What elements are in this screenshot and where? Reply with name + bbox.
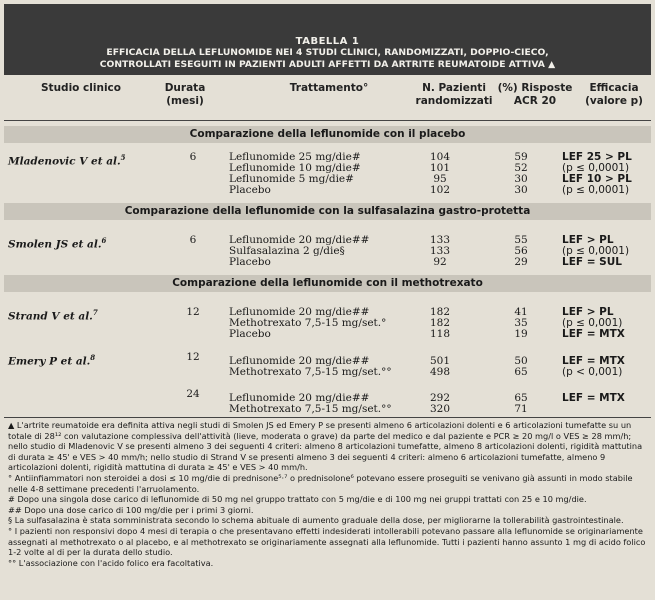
study-mladenovic: Mladenovic V et al.$^5$ [8, 153, 126, 168]
efficacy-cell: LEF = MTX [562, 355, 625, 367]
header-duration: Durata (mesi) [164, 82, 206, 107]
patients-cell: 501 [429, 355, 451, 367]
acr-cell: 35 [514, 317, 528, 329]
efficacy-cell: LEF = MTX [562, 392, 625, 404]
efficacy-cell: LEF > PL [562, 234, 614, 246]
acr-cell: 52 [514, 162, 528, 174]
treatment-cell: Placebo [229, 328, 271, 340]
header-rule [4, 120, 651, 121]
efficacy-cell: LEF = SUL [562, 256, 622, 268]
treatment-cell: Methotrexato 7,5-15 mg/set.° [229, 317, 387, 329]
efficacy-cell: LEF > PL [562, 306, 614, 318]
patients-cell: 182 [429, 317, 451, 329]
patients-cell: 498 [429, 366, 451, 378]
acr-cell: 65 [514, 392, 528, 404]
footnote-degree: ° Antiinfiammatori non steroidei a dosi ≤ 10 mg/die di prednisone⁵·⁷ o prednisolone⁶ potevano essere proseguiti se venivano già assunti in modo stabile nelle 4-8 settimane precedenti l'arruolamento. [8, 472, 633, 494]
patients-cell: 92 [433, 256, 447, 268]
header-acr: (%) Risposte ACR 20 [497, 82, 573, 107]
footnote-nonresponders: ° I pazienti non responsivi dopo 4 mesi di terapia o che presentavano effetti indesiderati intollerabili potevano passare alla leflunomide se originariamente assegnati al methotrexato o al placebo, e al methotrexato se originariamente assegnati alla leflunomide. Tutti i pazienti hanno assunto 1 mg di acido folico 1-2 volte al di per la durata dello studio. [8, 525, 646, 558]
treatment-cell: Methotrexato 7,5-15 mg/set.°° [229, 366, 392, 378]
footnote-double-hash: ## Dopo una dose carico di 100 mg/die per i primi 3 giorni. [8, 504, 254, 515]
treatment-cell: Leflunomide 20 mg/die## [229, 355, 370, 367]
treatment-cell: Placebo [229, 184, 271, 196]
treatment-cell: Leflunomide 20 mg/die## [229, 306, 370, 318]
efficacy-cell: (p ≤ 0,0001) [562, 162, 630, 174]
duration-value: 6 [189, 234, 197, 246]
acr-cell: 29 [514, 256, 528, 268]
efficacy-cell: LEF = MTX [562, 328, 625, 340]
patients-cell: 104 [429, 151, 451, 163]
patients-cell: 182 [429, 306, 451, 318]
treatment-cell: Leflunomide 20 mg/die## [229, 392, 370, 404]
efficacy-cell: LEF 10 > PL [562, 173, 632, 185]
footnotes [8, 420, 648, 568]
duration-value: 6 [189, 151, 197, 163]
efficacy-cell: (p ≤ 0,001) [562, 317, 623, 329]
efficacy-cell: LEF 25 > PL [562, 151, 632, 163]
header-patients: N. Pazienti randomizzati [415, 82, 493, 107]
column-headers [4, 78, 651, 120]
treatment-cell: Leflunomide 25 mg/die# [229, 151, 361, 163]
patients-cell: 95 [433, 173, 447, 185]
section-band-sulfasalazine: Comparazione della leflunomide con la sulfasalazina gastro-protetta [4, 203, 651, 220]
patients-cell: 133 [429, 234, 451, 246]
study-strand: Strand V et al.$^7$ [8, 308, 98, 323]
table-title-line-2: CONTROLLATI ESEGUITI IN PAZIENTI ADULTI AFFETTI DA ARTRITE REUMATOIDE ATTIVA ▲ [99, 59, 556, 70]
header-efficacy: Efficacia (valore p) [585, 82, 643, 107]
patients-cell: 118 [429, 328, 451, 340]
acr-cell: 59 [514, 151, 528, 163]
treatment-cell: Sulfasalazina 2 g/die§ [229, 245, 345, 257]
table-bottom-rule [4, 417, 651, 418]
treatment-cell: Leflunomide 10 mg/die# [229, 162, 361, 174]
patients-cell: 320 [429, 403, 451, 415]
acr-cell: 41 [514, 306, 528, 318]
acr-cell: 55 [514, 234, 528, 246]
header-study: Studio clinico [41, 82, 121, 94]
header-treatment: Trattamento° [289, 82, 369, 94]
acr-cell: 30 [514, 173, 528, 185]
study-emery: Emery P et al.$^8$ [8, 353, 96, 368]
duration-value: 12 [186, 306, 200, 318]
acr-cell: 71 [514, 403, 528, 415]
footnote-section: § La sulfasalazina è stata somministrata secondo lo schema abituale di aumento graduale della dose, per migliorarne la tollerabilità gastrointestinale. [8, 515, 624, 526]
patients-cell: 101 [429, 162, 451, 174]
section-band-placebo: Comparazione della leflunomide con il placebo [4, 126, 651, 143]
efficacy-cell: (p ≤ 0,0001) [562, 245, 630, 257]
acr-cell: 50 [514, 355, 528, 367]
patients-cell: 102 [429, 184, 451, 196]
duration-value: 12 [186, 351, 200, 363]
acr-cell: 65 [514, 366, 528, 378]
acr-cell: 56 [514, 245, 528, 257]
patients-cell: 133 [429, 245, 451, 257]
treatment-cell: Placebo [229, 256, 271, 268]
table-title-line-1: EFFICACIA DELLA LEFLUNOMIDE NEI 4 STUDI CLINICI, RANDOMIZZATI, DOPPIO-CIECO, [106, 47, 549, 58]
treatment-cell: Leflunomide 5 mg/die# [229, 173, 354, 185]
section-band-methotrexate: Comparazione della leflunomide con il methotrexato [4, 275, 651, 292]
footnote-hash: # Dopo una singola dose carico di leflunomide di 50 mg nel gruppo trattato con 5 mg/die e di 100 mg nei gruppi trattati con 25 e 10 mg/die. [8, 494, 587, 505]
treatment-cell: Methotrexato 7,5-15 mg/set.°° [229, 403, 392, 415]
efficacy-cell: (p < 0,001) [562, 366, 623, 378]
patients-cell: 292 [429, 392, 451, 404]
footnote-folic-acid: °° L'associazione con l'acido folico era facoltativa. [8, 557, 214, 568]
treatment-cell: Leflunomide 20 mg/die## [229, 234, 370, 246]
study-smolen: Smolen JS et al.$^6$ [8, 236, 107, 251]
acr-cell: 30 [514, 184, 528, 196]
efficacy-cell: (p ≤ 0,0001) [562, 184, 630, 196]
duration-value: 24 [186, 388, 200, 400]
table-title-box [4, 4, 651, 75]
table-number: TABELLA 1 [295, 36, 360, 47]
footnote-triangle: ▲ L'artrite reumatoide era definita attiva negli studi di Smolen JS ed Emery P se presenti almeno 6 articolazioni dolenti e 6 articolazioni tumefatte su un totale di 28¹² con valutazione complessiva dell'attività (lieve, moderata o grave) da parte del medico e dal paziente e PCR ≥ 20 mg/l o VES ≥ 28 mm/h; nello studio di Mladenovic V se presenti almeno 3 dei seguenti 4 criteri: almeno 8 articolazioni tumefatte, almeno 8 articolazioni dolenti, rigidità mattutina di durata ≥ 45' e VES > 40 mm/h; nello studio di Strand V se presenti almeno 3 dei seguenti 4 criteri: almeno 6 articolazioni tumefatte, almeno 9 articolazioni dolenti, rigidità mattutina di durata ≥ 45' e VES > 40 mm/h. [8, 420, 643, 473]
acr-cell: 19 [514, 328, 528, 340]
